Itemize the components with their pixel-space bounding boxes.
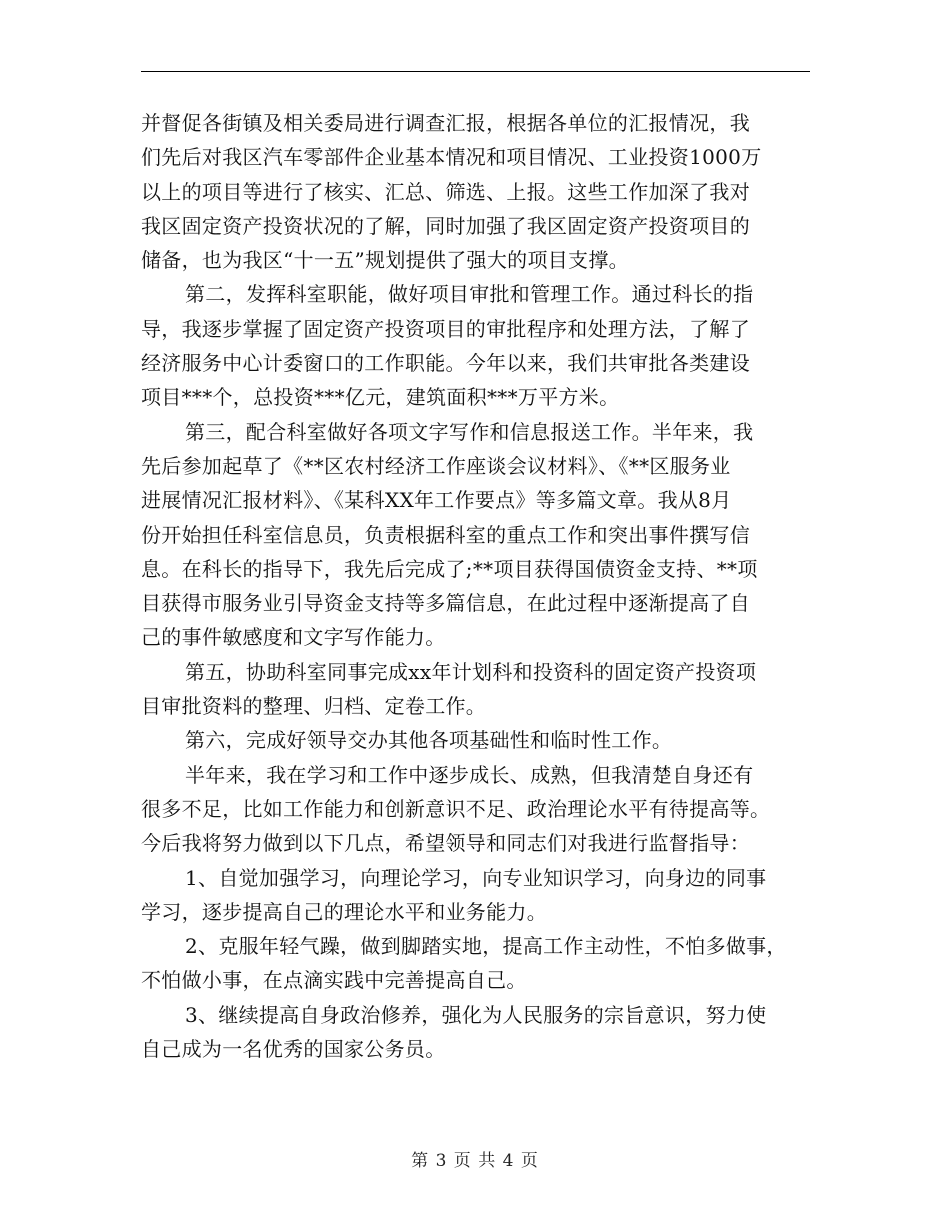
text-line: 目审批资料的整理、归档、定卷工作。 (141, 694, 487, 719)
text-line: 们先后对我区汽车零部件企业基本情况和项目情况、工业投资1000万 (141, 145, 762, 170)
text-line: 第六，完成好领导交办其他各项基础性和临时性工作。 (185, 728, 673, 753)
text-line: 半年来，我在学习和工作中逐步成长、成熟，但我清楚自身还有 (185, 762, 754, 787)
text-line: 学习，逐步提高自己的理论水平和业务能力。 (141, 899, 547, 924)
text-line: 并督促各街镇及相关委局进行调查汇报，根据各单位的汇报情况，我 (141, 111, 750, 135)
text-line: 第二，发挥科室职能，做好项目审批和管理工作。通过科长的指 (185, 282, 754, 307)
text-line: 第三，配合科室做好各项文字写作和信息报送工作。半年来，我 (185, 419, 754, 444)
text-line: 息。在科长的指导下，我先后完成了;**项目获得国债资金支持、**项 (141, 556, 758, 581)
text-line: 很多不足，比如工作能力和创新意识不足、政治理论水平有待提高等。 (141, 796, 771, 821)
text-line: 进展情况汇报材料》、《某科XX年工作要点》等多篇文章。我从8月 (141, 488, 732, 513)
text-line: 自己成为一名优秀的国家公务员。 (141, 1037, 446, 1062)
text-line: 今后我将努力做到以下几点，希望领导和同志们对我进行监督指导： (141, 831, 750, 856)
text-line: 导，我逐步掌握了固定资产投资项目的审批程序和处理方法，了解了 (141, 316, 750, 341)
text-line: 经济服务中心计委窗口的工作职能。今年以来，我们共审批各类建设 (141, 351, 750, 376)
text-line: 以上的项目等进行了核实、汇总、筛选、上报。这些工作加深了我对 (141, 179, 750, 204)
text-line: 目获得市服务业引导资金支持等多篇信息，在此过程中逐渐提高了自 (141, 591, 750, 616)
text-line: 不怕做小事，在点滴实践中完善提高自己。 (141, 968, 527, 993)
page-footer: 第 3 页 共 4 页 (411, 1151, 539, 1171)
text-line: 第五，协助科室同事完成xx年计划科和投资科的固定资产投资项 (185, 659, 757, 684)
text-line: 先后参加起草了《**区农村经济工作座谈会议材料》、《**区服务业 (141, 453, 731, 478)
text-line: 2、克服年轻气躁，做到脚踏实地，提高工作主动性，不怕多做事， (185, 934, 787, 959)
text-line: 份开始担任科室信息员，负责根据科室的重点工作和突出事件撰写信 (141, 522, 750, 547)
text-line: 1、自觉加强学习，向理论学习，向专业知识学习，向身边的同事 (185, 865, 767, 890)
text-line: 己的事件敏感度和文字写作能力。 (141, 625, 446, 650)
text-line: 项目***个，总投资***亿元，建筑面积***万平方米。 (141, 385, 620, 410)
text-line: 储备，也为我区“十一五”规划提供了强大的项目支撑。 (141, 248, 629, 273)
document-body (141, 106, 813, 1066)
text-line: 3、继续提高自身政治修养，强化为人民服务的宗旨意识，努力使 (185, 1002, 767, 1027)
header-rule (141, 71, 810, 72)
text-line: 我区固定资产投资状况的了解，同时加强了我区固定资产投资项目的 (141, 213, 750, 238)
